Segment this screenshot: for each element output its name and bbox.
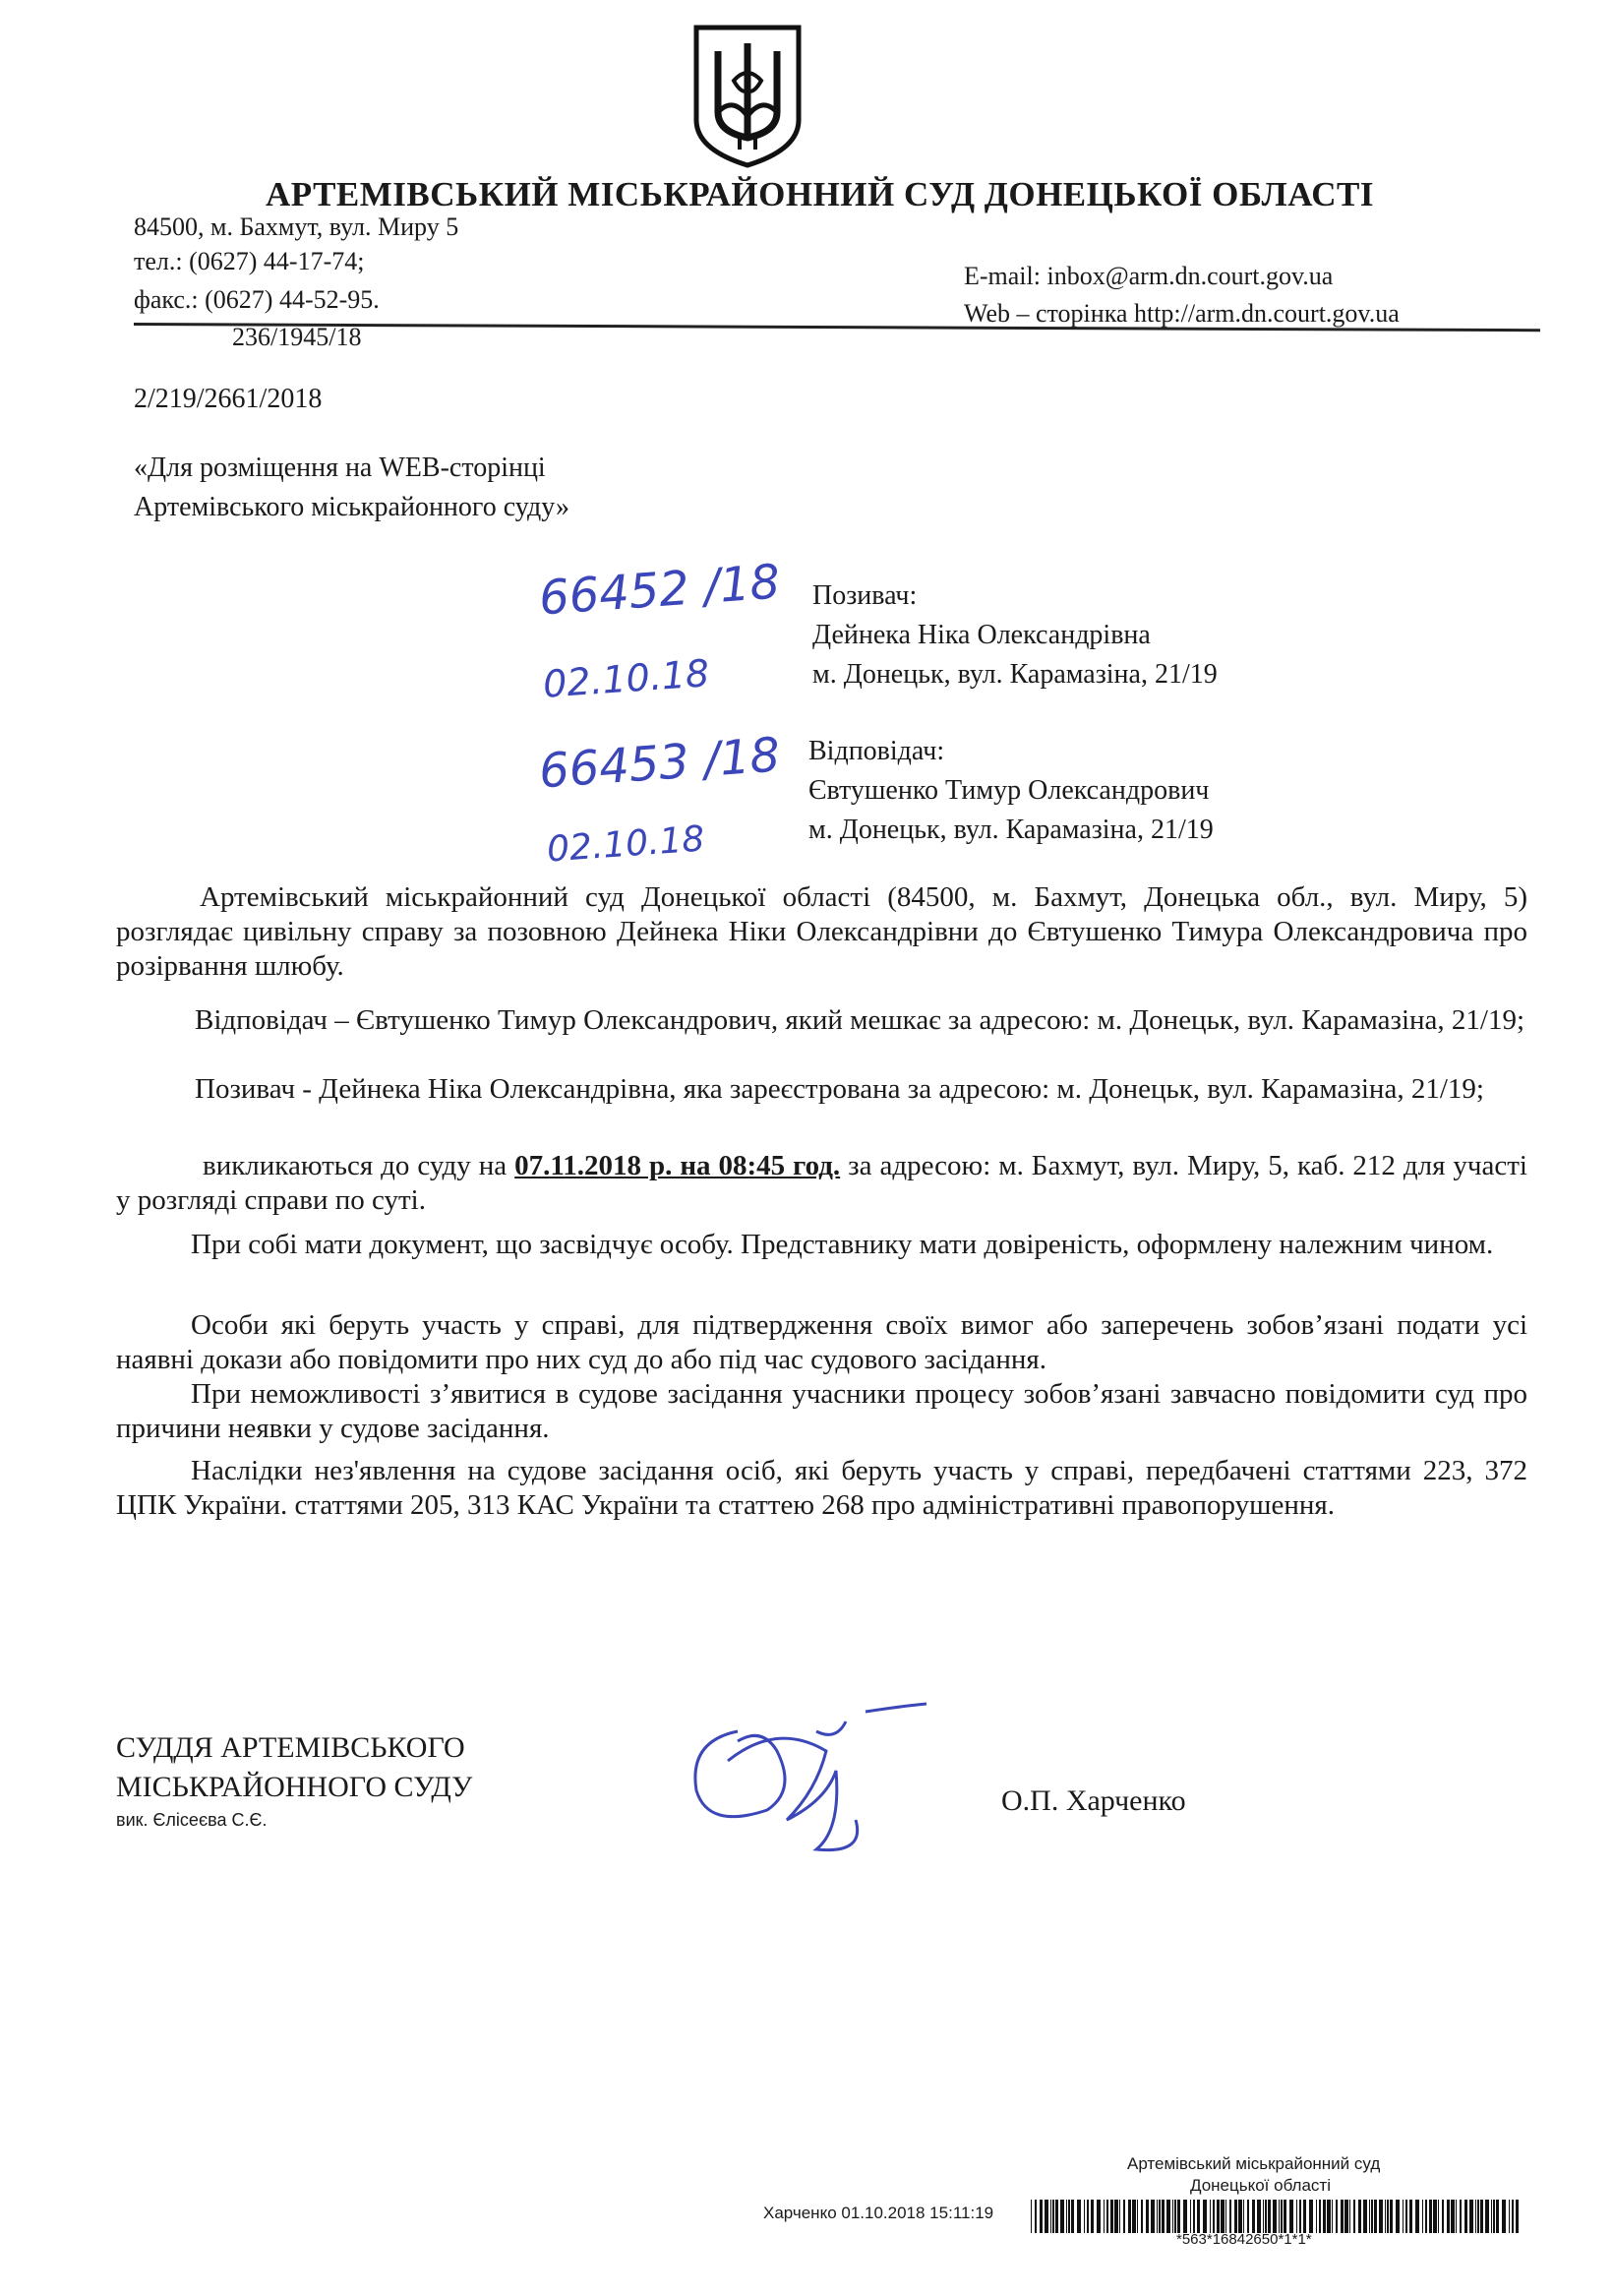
barcode-bar <box>1512 2200 1514 2233</box>
barcode-bar <box>1084 2200 1085 2233</box>
executor-name: вик. Єлісеєва С.Є. <box>116 1810 268 1830</box>
barcode-bar <box>1068 2200 1070 2233</box>
barcode-bar <box>1229 2200 1231 2233</box>
plaintiff-name: Дейнека Ніка Олександрівна <box>812 620 1151 650</box>
barcode-bar <box>1456 2200 1457 2233</box>
barcode-bar <box>1247 2200 1249 2233</box>
barcode-bar <box>1299 2200 1301 2233</box>
body-paragraph-2: Відповідач – Євтушенко Тимур Олександрович, який мешкає за адресою: м. Донецьк, вул. Карамазіна, 21/19; <box>195 1004 1525 1036</box>
barcode-bar <box>1493 2200 1495 2233</box>
case-number: 2/219/2661/2018 <box>134 384 323 414</box>
barcode-bar <box>1257 2200 1261 2233</box>
handwritten-date-1: 02.10.18 <box>541 651 711 706</box>
barcode-bar <box>1464 2200 1467 2233</box>
barcode-bar <box>1344 2200 1348 2233</box>
publication-note-line1: «Для розміщення на WEB-сторінці <box>134 453 546 483</box>
barcode-bar <box>1119 2200 1120 2233</box>
barcode-bar <box>1509 2200 1510 2233</box>
barcode-bar <box>1480 2200 1483 2233</box>
publication-note-line2: Артемівського міськрайонного суду» <box>134 492 569 522</box>
barcode-bar <box>1225 2200 1226 2233</box>
barcode-bar <box>1221 2200 1225 2233</box>
body-paragraph-3: Позивач - Дейнека Ніка Олександрівна, яка зареєстрована за адресою: м. Донецьк, вул. Карамазіна, 21/19; <box>195 1073 1484 1105</box>
barcode-bar <box>1213 2200 1215 2233</box>
barcode-bar <box>1234 2200 1237 2233</box>
barcode-bar <box>1172 2200 1173 2233</box>
barcode-bar <box>1296 2200 1297 2233</box>
registration-stamp-line2: Донецької області <box>1190 2176 1331 2195</box>
court-email: E-mail: inbox@arm.dn.court.gov.ua <box>964 262 1334 290</box>
barcode <box>1031 2200 1523 2233</box>
registration-timestamp: Харченко 01.10.2018 15:11:19 <box>763 2204 994 2222</box>
barcode-bar <box>1422 2200 1423 2233</box>
body-paragraph-5: При собі мати документ, що засвідчує особу. Представнику мати довіреність, оформлену належним чином. <box>191 1229 1494 1260</box>
handwritten-date-2: 02.10.18 <box>545 818 706 871</box>
barcode-bar <box>1369 2200 1370 2233</box>
barcode-bar <box>1252 2200 1255 2233</box>
barcode-bar <box>1066 2200 1067 2233</box>
barcode-bar <box>1097 2200 1101 2233</box>
barcode-bar <box>1114 2200 1118 2233</box>
barcode-bar <box>1429 2200 1432 2233</box>
barcode-bar <box>1516 2200 1519 2233</box>
court-website: Web – сторінка http://arm.dn.court.gov.ua <box>964 299 1400 328</box>
barcode-bar <box>1323 2200 1326 2233</box>
registration-stamp-line1: Артемівський міськрайонний суд <box>1127 2154 1381 2173</box>
barcode-bar <box>1193 2200 1195 2233</box>
barcode-bar <box>1183 2200 1187 2233</box>
barcode-bar <box>1363 2200 1367 2233</box>
body-paragraph-8: Наслідки нез'явлення на судове засідання осіб, які беруть участь у справі, передбачені статтями 223, 372 ЦПК України. статтями 205, 313 КАС України та статтею 268 про адміністративні правопорушення. <box>116 1455 1527 1521</box>
barcode-bar <box>1106 2200 1108 2233</box>
barcode-bar <box>1442 2200 1444 2233</box>
barcode-bar <box>1174 2200 1176 2233</box>
barcode-bar <box>1358 2200 1361 2233</box>
barcode-bar <box>1284 2200 1286 2233</box>
barcode-bar <box>1319 2200 1321 2233</box>
signature-title-line2: МІСЬКРАЙОННОГО СУДУ <box>116 1771 473 1803</box>
barcode-bar <box>1077 2200 1081 2233</box>
defendant-name: Євтушенко Тимур Олександрович <box>808 775 1210 806</box>
judge-name: О.П. Харченко <box>1001 1784 1186 1817</box>
defendant-address: м. Донецьк, вул. Карамазіна, 21/19 <box>808 815 1214 845</box>
barcode-bar <box>1409 2200 1412 2233</box>
barcode-bar <box>1162 2200 1165 2233</box>
barcode-bar <box>1146 2200 1149 2233</box>
court-fax: факс.: (0627) 44-52-95. <box>134 285 380 314</box>
barcode-bar <box>1433 2200 1437 2233</box>
barcode-bar <box>1425 2200 1427 2233</box>
barcode-bar <box>1451 2200 1455 2233</box>
barcode-bar <box>1210 2200 1211 2233</box>
barcode-bar <box>1190 2200 1191 2233</box>
barcode-bar <box>1166 2200 1170 2233</box>
body-paragraph-4 <box>116 1149 1527 1218</box>
barcode-bar <box>1060 2200 1064 2233</box>
barcode-bar <box>1477 2200 1479 2233</box>
barcode-bar <box>1485 2200 1489 2233</box>
barcode-bar <box>1045 2200 1048 2233</box>
barcode-bar <box>1316 2200 1317 2233</box>
barcode-bar <box>1104 2200 1105 2233</box>
barcode-bar <box>1243 2200 1244 2233</box>
barcode-bar <box>1353 2200 1355 2233</box>
barcode-bar <box>1279 2200 1280 2233</box>
barcode-bar <box>1390 2200 1393 2233</box>
handwritten-signature <box>669 1682 944 1869</box>
barcode-bar <box>1055 2200 1058 2233</box>
barcode-bar <box>1405 2200 1407 2233</box>
barcode-bar <box>1374 2200 1377 2233</box>
barcode-bar <box>1379 2200 1383 2233</box>
barcode-bar <box>1303 2200 1306 2233</box>
barcode-bar <box>1141 2200 1143 2233</box>
barcode-bar <box>1203 2200 1207 2233</box>
barcode-bar <box>1309 2200 1313 2233</box>
plaintiff-label: Позивач: <box>812 580 918 611</box>
barcode-bar <box>1332 2200 1333 2233</box>
barcode-bar <box>1263 2200 1264 2233</box>
barcode-bar <box>1336 2200 1338 2233</box>
court-phone: тел.: (0627) 44-17-74; <box>134 247 365 275</box>
barcode-bar <box>1447 2200 1450 2233</box>
barcode-bar <box>1268 2200 1271 2233</box>
barcode-bar <box>1128 2200 1131 2233</box>
barcode-bar <box>1177 2200 1180 2233</box>
signature-title-line1: СУДДЯ АРТЕМІВСЬКОГО <box>116 1731 465 1764</box>
barcode-bar <box>1217 2200 1220 2233</box>
summons-text-after: за адресою: м. Бахмут, вул. Миру, 5, каб. 212 для участі у розгляді справи по суті. <box>116 1150 1527 1216</box>
barcode-bar <box>1281 2200 1283 2233</box>
barcode-bar <box>1460 2200 1462 2233</box>
body-paragraph-1: Артемівський міськрайонний суд Донецької області (84500, м. Бахмут, Донецька обл., вул. Миру, 5) розглядає цивільну справу за позовною Дейнека Ніки Олександрівни до Євтушенко Тимура Олександровича про розірвання шлюбу. <box>116 881 1527 982</box>
barcode-bar <box>1396 2200 1400 2233</box>
barcode-bar <box>1159 2200 1161 2233</box>
barcode-bar <box>1031 2200 1032 2233</box>
barcode-bar <box>1087 2200 1089 2233</box>
barcode-bar <box>1238 2200 1242 2233</box>
plaintiff-address: м. Донецьк, вул. Карамазіна, 21/19 <box>812 659 1218 690</box>
hearing-date: 07.11.2018 р. на 08:45 год. <box>514 1150 841 1181</box>
barcode-bar <box>1415 2200 1419 2233</box>
coat-of-arms-emblem <box>688 22 806 169</box>
barcode-bar <box>1289 2200 1293 2233</box>
body-paragraph-6: Особи які беруть участь у справі, для підтвердження своїх вимог або заперечень зобов’язані подати усі наявні докази або повідомити про них суд до або під час судового засідання. <box>116 1309 1527 1375</box>
barcode-bar <box>1050 2200 1051 2233</box>
defendant-label: Відповідач: <box>808 736 945 766</box>
barcode-text: *563*16842650*1*1* <box>1176 2231 1312 2248</box>
barcode-bar <box>1496 2200 1499 2233</box>
barcode-bar <box>1385 2200 1386 2233</box>
barcode-bar <box>1157 2200 1158 2233</box>
barcode-bar <box>1403 2200 1404 2233</box>
barcode-bar <box>1110 2200 1113 2233</box>
barcode-bar <box>1265 2200 1267 2233</box>
barcode-bar <box>1052 2200 1054 2233</box>
court-name: АРТЕМІВСЬКИЙ МІСЬКРАЙОННИЙ СУД ДОНЕЦЬКОЇ ОБЛАСТІ <box>266 175 1374 213</box>
summons-text-before: викликаються до суду на <box>203 1150 515 1181</box>
barcode-bar <box>1197 2200 1200 2233</box>
barcode-bar <box>1035 2200 1037 2233</box>
barcode-bar <box>1469 2200 1473 2233</box>
barcode-bar <box>1132 2200 1136 2233</box>
court-address: 84500, м. Бахмут, вул. Миру 5 <box>134 212 459 241</box>
barcode-bar <box>1371 2200 1373 2233</box>
barcode-bar <box>1438 2200 1439 2233</box>
body-paragraph-7: При неможливості з’явитися в судове засідання учасники процесу зобов’язані завчасно повідомити суд про причини неявки у судове засідання. <box>116 1378 1527 1444</box>
barcode-bar <box>1091 2200 1094 2233</box>
barcode-bar <box>1491 2200 1492 2233</box>
outgoing-number: 236/1945/18 <box>232 323 362 351</box>
barcode-bar <box>1137 2200 1138 2233</box>
barcode-bar <box>1502 2200 1506 2233</box>
barcode-bar <box>1387 2200 1389 2233</box>
barcode-bar <box>1341 2200 1344 2233</box>
barcode-bar <box>1349 2200 1350 2233</box>
barcode-bar <box>1151 2200 1155 2233</box>
handwritten-reg-number-2: 66453 /18 <box>537 727 782 800</box>
barcode-bar <box>1071 2200 1074 2233</box>
barcode-bar <box>1040 2200 1043 2233</box>
barcode-bar <box>1475 2200 1476 2233</box>
handwritten-reg-number-1: 66452 /18 <box>537 554 782 627</box>
barcode-bar <box>1273 2200 1277 2233</box>
barcode-bar <box>1123 2200 1125 2233</box>
barcode-bar <box>1327 2200 1331 2233</box>
